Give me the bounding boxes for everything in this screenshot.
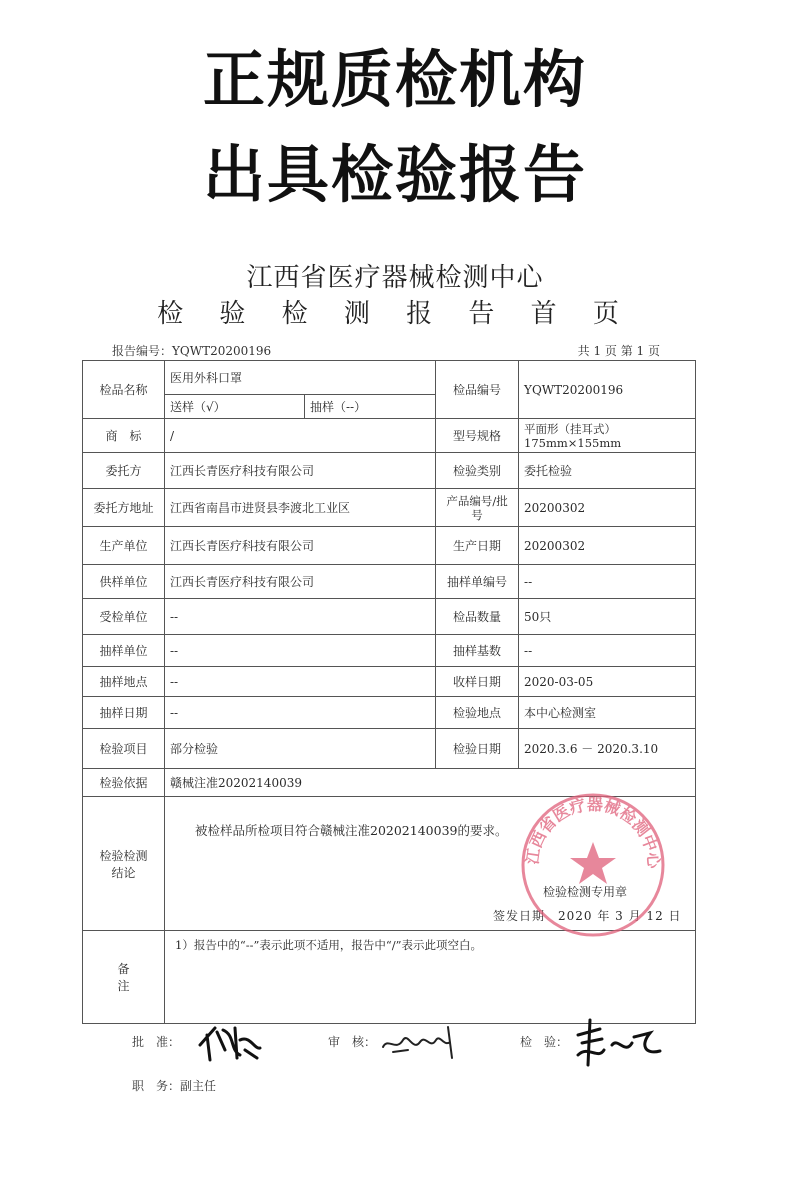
sample-date-value: --	[165, 697, 436, 729]
batch-label: 产品编号/批号	[436, 489, 519, 527]
test-place-label: 检验地点	[436, 697, 519, 729]
sample-sheet-value: --	[519, 565, 696, 599]
sampler-value: --	[165, 635, 436, 667]
conclusion-label	[83, 797, 165, 931]
basis-label: 检验依据	[83, 769, 165, 797]
model-label: 型号规格	[436, 419, 519, 453]
headline-line-1: 正规质检机构	[202, 43, 587, 116]
supplier-value: 江西长青医疗科技有限公司	[165, 565, 436, 599]
test-items-label: 检验项目	[83, 729, 165, 769]
production-date-value: 20200302	[519, 527, 696, 565]
model-value: 平面形（挂耳式）175mm×155mm	[519, 419, 696, 453]
issue-date: 签发日期 2020 年 3 月 12 日	[493, 909, 682, 923]
brand-value: /	[165, 419, 436, 453]
approve-label: 批 准：	[132, 1035, 181, 1049]
supplier-label: 供样单位	[83, 565, 165, 599]
document-org-title: 江西省医疗器械检测中心	[246, 263, 544, 293]
sample-sheet-label: 抽样单编号	[436, 565, 519, 599]
sample-place-label: 抽样地点	[83, 667, 165, 697]
test-date-label: 检验日期	[436, 729, 519, 769]
stamp-caption: 检验检测专用章	[543, 885, 628, 899]
remark-label-line-2: 注	[117, 979, 130, 993]
inspected-unit-label: 受检单位	[83, 599, 165, 635]
conclusion-label-line-2: 结论	[111, 865, 136, 880]
inspect-label: 检 验：	[520, 1035, 569, 1049]
remark-label	[83, 931, 165, 1024]
report-number: 报告编号：YQWT20200196	[112, 344, 272, 358]
headline-line-2: 出具检验报告	[202, 138, 587, 211]
product-name-value: 医用外科口罩	[165, 361, 436, 395]
manufacturer-value: 江西长青医疗科技有限公司	[165, 527, 436, 565]
client-label: 委托方	[83, 453, 165, 489]
client-value: 江西长青医疗科技有限公司	[165, 453, 436, 489]
receive-date-label: 收样日期	[436, 667, 519, 697]
drawn-sample-option: 抽样（--）	[305, 395, 436, 419]
product-name-label: 检品名称	[83, 361, 165, 419]
report-table	[82, 360, 696, 1024]
quantity-value: 50只	[519, 599, 696, 635]
brand-label: 商 标	[83, 419, 165, 453]
inspected-unit-value: --	[165, 599, 436, 635]
test-type-value: 委托检验	[519, 453, 696, 489]
test-type-label: 检验类别	[436, 453, 519, 489]
page-info: 共 1 页 第 1 页	[577, 344, 660, 358]
remark-label-line-1: 备	[117, 962, 130, 976]
sample-place-value: --	[165, 667, 436, 697]
conclusion-label-line-1: 检验检测	[99, 848, 148, 863]
basis-value: 赣械注准20202140039	[165, 769, 696, 797]
test-date-value: 2020.3.6 － 2020.3.10	[519, 729, 696, 769]
conclusion-cell	[165, 794, 696, 931]
product-no-value: YQWT20200196	[519, 361, 696, 419]
quantity-label: 检品数量	[436, 599, 519, 635]
test-place-value: 本中心检测室	[519, 697, 696, 729]
remark-cell	[165, 931, 696, 1024]
review-label: 审 核：	[328, 1035, 377, 1049]
sent-sample-option: 送样（√）	[165, 395, 305, 419]
test-items-value: 部分检验	[165, 729, 436, 769]
stamp-ring-text: 江西省医疗器械检测中心	[522, 794, 664, 869]
reviewer-signature	[378, 1022, 463, 1062]
conclusion-text: 被检样品所检项目符合赣械注准20202140039的要求。	[195, 823, 508, 838]
position-title: 职 务：副主任	[132, 1079, 217, 1093]
sampler-label: 抽样单位	[83, 635, 165, 667]
client-address-label: 委托方地址	[83, 489, 165, 527]
product-no-label: 检品编号	[436, 361, 519, 419]
remark-text: 1）报告中的“--”表示此项不适用，报告中“/”表示此项空白。	[175, 938, 482, 952]
approver-signature	[195, 1020, 265, 1065]
client-address-value: 江西省南昌市进贤县李渡北工业区	[165, 489, 436, 527]
sample-base-label: 抽样基数	[436, 635, 519, 667]
batch-value: 20200302	[519, 489, 696, 527]
document-subtitle: 检 验 检 测 报 告 首 页	[157, 299, 633, 329]
production-date-label: 生产日期	[436, 527, 519, 565]
sample-base-value: --	[519, 635, 696, 667]
sample-date-label: 抽样日期	[83, 697, 165, 729]
receive-date-value: 2020-03-05	[519, 667, 696, 697]
manufacturer-label: 生产单位	[83, 527, 165, 565]
